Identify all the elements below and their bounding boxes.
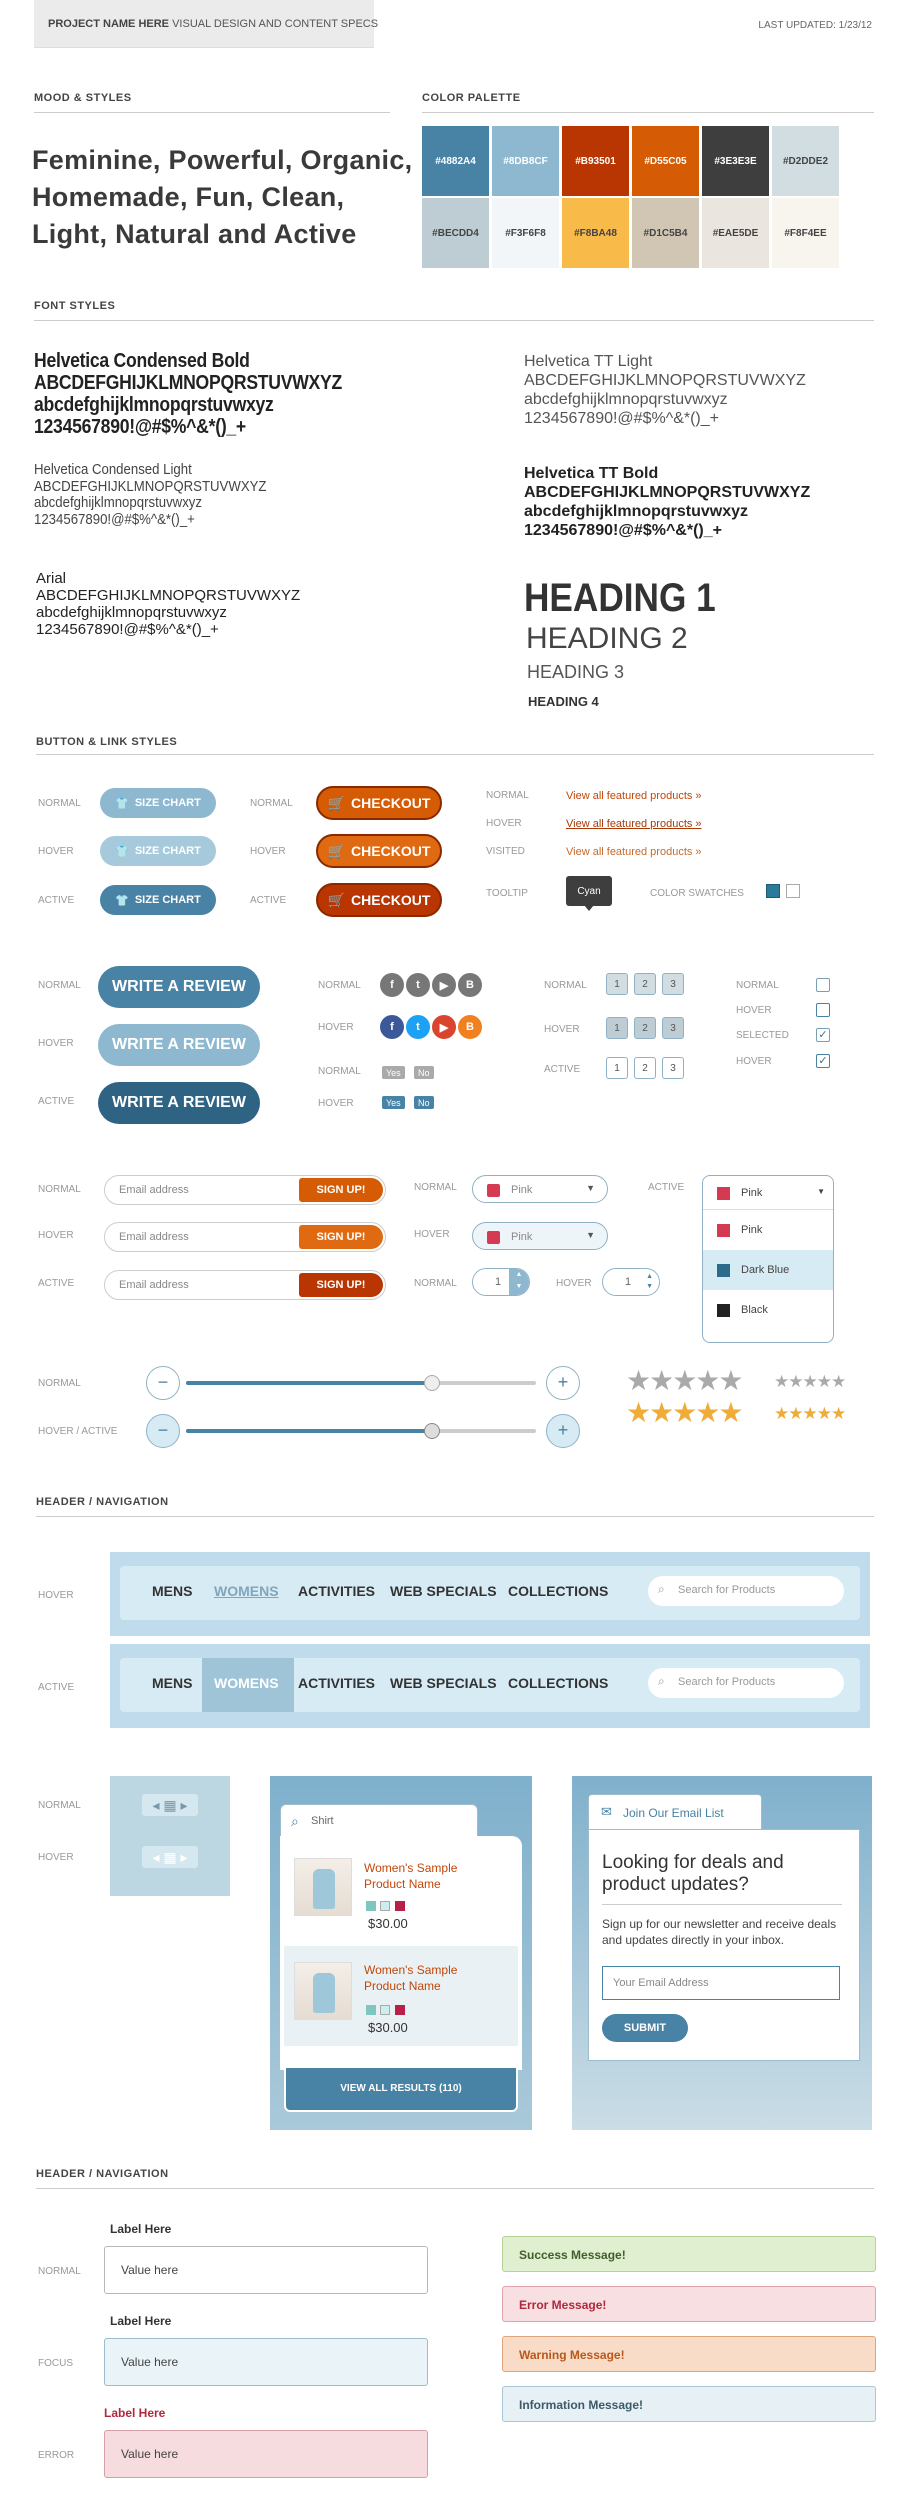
black-swatch — [717, 1304, 730, 1317]
state-label: ACTIVE — [38, 895, 75, 906]
size-chart-button[interactable] — [100, 788, 216, 818]
state-label: HOVER — [318, 1098, 354, 1109]
featured-products-link-visited[interactable]: View all featured products » — [566, 846, 702, 858]
shirt-icon: 👕 — [115, 894, 129, 907]
product-thumbnail — [294, 1962, 352, 2020]
dropdown-option-hover[interactable] — [703, 1250, 834, 1290]
font-name: Helvetica Condensed Light — [34, 461, 192, 478]
state-label: NORMAL — [38, 1800, 81, 1811]
pink-swatch — [717, 1187, 730, 1200]
dark-blue-swatch — [717, 1264, 730, 1277]
color-swatches-label: COLOR SWATCHES — [650, 888, 744, 899]
blogger-icon[interactable]: B — [458, 1015, 482, 1039]
error-message: Error Message! — [502, 2286, 876, 2322]
font-upper: ABCDEFGHIJKLMNOPQRSTUVWXYZ — [524, 372, 806, 389]
state-label: ACTIVE — [38, 1682, 75, 1693]
font-lower: abcdefghijklmnopqrstuvwxyz — [524, 503, 749, 520]
write-review-button-hover[interactable] — [98, 1024, 260, 1066]
state-label: HOVER — [736, 1005, 772, 1016]
text-field-error[interactable] — [104, 2430, 428, 2478]
state-label: ERROR — [38, 2450, 75, 2461]
state-label: NORMAL — [38, 1378, 81, 1389]
email-placeholder: Your Email Address — [613, 1977, 709, 1989]
font-lower: abcdefghijklmnopqrstuvwxyz — [34, 394, 274, 416]
color-swatch-selected[interactable] — [766, 884, 780, 898]
state-label: NORMAL — [38, 2266, 81, 2277]
font-nums: 1234567890!@#$%^&*()_+ — [36, 621, 219, 638]
divider — [36, 2188, 874, 2189]
blogger-icon[interactable]: B — [458, 973, 482, 997]
product-name[interactable]: Women's Sample Product Name — [364, 1861, 458, 1891]
font-nums: 1234567890!@#$%^&*()_+ — [34, 416, 246, 438]
state-label: NORMAL — [318, 980, 361, 991]
state-label: NORMAL — [414, 1278, 457, 1289]
nav-item-activities[interactable]: ACTIVITIES — [298, 1583, 376, 1599]
font-sample-tt-light — [524, 352, 806, 428]
palette-title: COLOR PALETTE — [422, 92, 521, 104]
search-icon: ⌕ — [291, 1813, 299, 1829]
checkbox-selected[interactable]: ✓ — [816, 1028, 830, 1042]
nav-bar-hover — [110, 1552, 870, 1636]
dropdown-selected[interactable] — [703, 1176, 834, 1210]
view-all-results-button[interactable]: VIEW ALL RESULTS (110) — [284, 2066, 518, 2112]
product-price: $30.00 — [368, 2020, 408, 2035]
success-message: Success Message! — [502, 2236, 876, 2272]
divider — [34, 112, 390, 113]
divider — [36, 754, 874, 755]
page-button[interactable]: 3 — [662, 973, 684, 995]
minus-icon[interactable]: − — [146, 1366, 180, 1400]
mood-line: Feminine, Powerful, Organic, — [32, 145, 413, 175]
state-label: HOVER — [414, 1229, 450, 1240]
plus-icon[interactable]: + — [546, 1366, 580, 1400]
email-placeholder: Email address — [119, 1231, 189, 1243]
heading-4: HEADING 4 — [528, 694, 599, 709]
project-subtitle: VISUAL DESIGN AND CONTENT SPECS — [172, 18, 379, 30]
product-swatches — [366, 1898, 405, 1916]
nav-item-womens[interactable]: WOMENS — [214, 1583, 279, 1599]
state-label: HOVER — [556, 1278, 592, 1289]
rating-stars-gold-small: ★★★★★ — [774, 1404, 846, 1423]
tank-top-image — [313, 1869, 335, 1909]
newsletter-heading: Looking for deals and product updates? — [602, 1852, 784, 1895]
featured-products-link[interactable]: View all featured products » — [566, 790, 702, 802]
featured-products-link-hover[interactable]: View all featured products » — [566, 818, 702, 830]
pink-swatch — [487, 1184, 500, 1197]
youtube-icon[interactable]: ▶ — [432, 1015, 456, 1039]
font-sample-arial — [36, 570, 300, 638]
chevron-down-icon: ▼ — [586, 1230, 595, 1240]
state-label: NORMAL — [544, 980, 587, 991]
color-swatch[interactable] — [786, 884, 800, 898]
state-label: HOVER — [318, 1022, 354, 1033]
stepper-value: 1 — [625, 1276, 632, 1288]
info-message: Information Message! — [502, 2386, 876, 2422]
font-name: Helvetica TT Light — [524, 353, 653, 370]
font-lower: abcdefghijklmnopqrstuvwxyz — [34, 494, 203, 511]
state-label: ACTIVE — [38, 1278, 75, 1289]
rating-stars-gray-small: ★★★★★ — [774, 1372, 846, 1391]
state-label: ACTIVE — [38, 1096, 75, 1107]
chevron-down-icon: ▼ — [817, 1187, 825, 1196]
twitter-icon[interactable]: t — [406, 973, 430, 997]
checkout-label: CHECKOUT — [351, 843, 431, 859]
stepper-arrows-icon[interactable]: ▲ ▼ — [509, 1269, 529, 1295]
search-input[interactable] — [648, 1576, 844, 1606]
heading-3: HEADING 3 — [527, 662, 625, 682]
slider-fill — [186, 1429, 431, 1433]
font-sample-tt-bold — [524, 464, 810, 540]
color-swatch: #D1C5B4 — [632, 198, 699, 268]
color-swatch: #BECDD4 — [422, 198, 489, 268]
font-name: Helvetica Condensed Bold — [34, 350, 250, 372]
rating-stars-gray-large[interactable]: ★★★★★ — [626, 1365, 742, 1396]
font-lower: abcdefghijklmnopqrstuvwxyz — [524, 391, 728, 408]
font-upper: ABCDEFGHIJKLMNOPQRSTUVWXYZ — [524, 484, 811, 501]
state-label: HOVER — [736, 1056, 772, 1067]
state-label: NORMAL — [318, 1066, 361, 1077]
nav-item-web-specials[interactable]: WEB SPECIALS — [390, 1675, 497, 1691]
state-label: NORMAL — [38, 1184, 81, 1195]
state-label: HOVER — [38, 1038, 74, 1049]
font-sample-cond-bold — [34, 350, 342, 438]
page-button-hover[interactable]: 3 — [662, 1017, 684, 1039]
state-label: NORMAL — [38, 798, 81, 809]
facebook-icon[interactable]: f — [380, 1015, 404, 1039]
pink-swatch — [717, 1224, 730, 1237]
write-review-button-active[interactable] — [98, 1082, 260, 1124]
page-button-active[interactable]: 2 — [634, 1057, 656, 1079]
search-placeholder: Search for Products — [678, 1584, 776, 1596]
no-toggle-hover[interactable]: No — [414, 1096, 434, 1109]
mood-text — [32, 142, 412, 253]
field-label-error: Label Here — [104, 2406, 166, 2420]
nav-item-web-specials[interactable]: WEB SPECIALS — [390, 1583, 497, 1599]
nav-item-womens[interactable]: WOMENS — [214, 1675, 279, 1691]
cart-icon: 🛒 — [327, 842, 346, 859]
option-label: Dark Blue — [741, 1264, 790, 1276]
write-review-button[interactable] — [98, 966, 260, 1008]
cart-icon: 🛒 — [327, 891, 346, 908]
facebook-icon[interactable]: f — [380, 973, 404, 997]
twitter-icon[interactable]: t — [406, 1015, 430, 1039]
font-name: Arial — [36, 570, 67, 587]
nav-bar-active — [110, 1644, 870, 1728]
newsletter-submit-button[interactable]: SUBMIT — [602, 2014, 688, 2042]
checkout-button-active[interactable] — [316, 883, 442, 917]
font-lower: abcdefghijklmnopqrstuvwxyz — [36, 604, 227, 621]
nav-item-mens[interactable]: MENS — [152, 1583, 193, 1599]
mood-title: MOOD & STYLES — [34, 92, 132, 104]
color-dropdown-open[interactable] — [702, 1175, 834, 1343]
state-label: NORMAL — [486, 790, 529, 801]
grid-view-icon-hover[interactable]: ◂ ▦ ▸ — [142, 1846, 198, 1868]
tooltip-arrow — [584, 905, 594, 911]
checkbox-selected-hover[interactable]: ✓ — [816, 1054, 830, 1068]
email-placeholder: Email address — [119, 1184, 189, 1196]
state-label: SELECTED — [736, 1030, 789, 1041]
write-review-label: WRITE A REVIEW — [112, 1036, 246, 1053]
product-swatches — [366, 2002, 405, 2020]
yes-toggle-hover[interactable]: Yes — [382, 1096, 405, 1109]
shirt-icon: 👕 — [115, 797, 129, 810]
tooltip-text: Cyan — [577, 885, 601, 897]
plus-icon[interactable]: + — [546, 1414, 580, 1448]
grid-view-icon[interactable]: ◂ ▦ ▸ — [142, 1794, 198, 1816]
forms-section-title: HEADER / NAVIGATION — [36, 2168, 169, 2180]
state-label: HOVER / ACTIVE — [38, 1426, 118, 1437]
select-value: Pink — [511, 1184, 533, 1196]
text-field-focus[interactable] — [104, 2338, 428, 2386]
font-upper: ABCDEFGHIJKLMNOPQRSTUVWXYZ — [36, 587, 301, 604]
newsletter-body: Sign up for our newsletter and receive deals and updates directly in your inbox. — [602, 1917, 837, 1947]
stepper-arrows-icon[interactable]: ▲ ▼ — [646, 1273, 653, 1290]
option-label: Pink — [741, 1224, 763, 1236]
page-button-hover[interactable]: 1 — [606, 1017, 628, 1039]
nav-item-collections[interactable]: COLLECTIONS — [508, 1583, 609, 1599]
search-placeholder: Search for Products — [678, 1676, 776, 1688]
page-button[interactable]: 2 — [634, 973, 656, 995]
email-signup-field[interactable] — [104, 1175, 386, 1205]
heading-2: HEADING 2 — [526, 622, 688, 655]
heading-1: HEADING 1 — [524, 576, 716, 620]
signup-button-active[interactable]: SIGN UP! — [299, 1273, 383, 1297]
size-chart-button-active[interactable] — [100, 885, 216, 915]
state-label: ACTIVE — [648, 1182, 685, 1193]
checkout-label: CHECKOUT — [351, 892, 431, 908]
search-input[interactable] — [648, 1668, 844, 1698]
minus-icon[interactable]: − — [146, 1414, 180, 1448]
field-value: Value here — [121, 2263, 179, 2277]
font-name: Helvetica TT Bold — [524, 465, 659, 482]
quantity-stepper[interactable] — [472, 1268, 530, 1296]
project-title — [48, 18, 378, 30]
product-price: $30.00 — [368, 1916, 408, 1931]
state-label: HOVER — [486, 818, 522, 829]
size-chart-button-hover[interactable] — [100, 836, 216, 866]
color-swatch: #EAE5DE — [702, 198, 769, 268]
checkbox-hover[interactable] — [816, 1003, 830, 1017]
color-swatch: #4882A4 — [422, 126, 489, 196]
field-value: Value here — [121, 2355, 179, 2369]
newsletter-email-input[interactable] — [602, 1966, 840, 2000]
field-label: Label Here — [110, 2314, 172, 2328]
divider — [602, 1904, 842, 1905]
youtube-icon[interactable]: ▶ — [432, 973, 456, 997]
page-button-active[interactable]: 3 — [662, 1057, 684, 1079]
tank-top-image — [313, 1973, 335, 2013]
state-label: TOOLTIP — [486, 888, 528, 899]
state-label: VISITED — [486, 846, 525, 857]
project-name: PROJECT NAME HERE — [48, 18, 170, 30]
size-chart-label: SIZE CHART — [134, 797, 201, 809]
state-label: HOVER — [38, 1590, 74, 1601]
no-toggle[interactable]: No — [414, 1066, 434, 1079]
state-label: NORMAL — [38, 980, 81, 991]
slider-fill — [186, 1381, 431, 1385]
email-signup-field-hover[interactable] — [104, 1222, 386, 1252]
page-button-hover[interactable]: 2 — [634, 1017, 656, 1039]
state-label: HOVER — [544, 1024, 580, 1035]
fonts-title: FONT STYLES — [34, 300, 116, 312]
font-nums: 1234567890!@#$%^&*()_+ — [524, 410, 719, 427]
slider-handle[interactable] — [424, 1423, 440, 1439]
state-label: ACTIVE — [544, 1064, 581, 1075]
pink-swatch — [487, 1231, 500, 1244]
state-label: HOVER — [38, 1230, 74, 1241]
select-value: Pink — [511, 1231, 533, 1243]
text-field[interactable] — [104, 2246, 428, 2294]
color-select[interactable] — [472, 1175, 608, 1203]
warning-message: Warning Message! — [502, 2336, 876, 2372]
color-swatch: #B93501 — [562, 126, 629, 196]
font-sample-cond-light — [34, 462, 266, 528]
newsletter-tab[interactable] — [588, 1794, 762, 1830]
divider — [422, 112, 874, 113]
shirt-icon: 👕 — [115, 845, 129, 858]
state-label: ACTIVE — [250, 895, 287, 906]
color-swatch: #F8F4EE — [772, 198, 839, 268]
dropdown-option[interactable] — [703, 1290, 834, 1330]
color-swatch: #D55C05 — [632, 126, 699, 196]
cart-icon: 🛒 — [327, 794, 346, 811]
field-label: Label Here — [110, 2222, 172, 2236]
option-label: Black — [741, 1304, 768, 1316]
state-label: FOCUS — [38, 2358, 73, 2369]
divider — [34, 320, 874, 321]
email-placeholder: Email address — [119, 1279, 189, 1291]
product-thumbnail — [294, 1858, 352, 1916]
envelope-icon: ✉ — [601, 1804, 612, 1819]
color-select-hover[interactable] — [472, 1222, 608, 1250]
checkout-button[interactable] — [316, 786, 442, 820]
nav-item-collections[interactable]: COLLECTIONS — [508, 1675, 609, 1691]
rating-stars-gold-large[interactable]: ★★★★★ — [626, 1397, 742, 1428]
font-nums: 1234567890!@#$%^&*()_+ — [524, 522, 722, 539]
search-tab[interactable] — [280, 1804, 478, 1838]
color-swatch: #F3F6F8 — [492, 198, 559, 268]
page-button[interactable]: 1 — [606, 973, 628, 995]
color-swatch: #F8BA48 — [562, 198, 629, 268]
field-value: Value here — [121, 2447, 179, 2461]
slider-track[interactable] — [186, 1381, 536, 1385]
divider — [36, 1516, 874, 1517]
dropdown-option[interactable] — [703, 1210, 834, 1250]
search-query: Shirt — [311, 1815, 334, 1827]
product-result[interactable] — [284, 1850, 518, 1940]
signup-button[interactable]: SIGN UP! — [299, 1178, 383, 1202]
search-icon: ⌕ — [658, 1582, 665, 1596]
font-upper: ABCDEFGHIJKLMNOPQRSTUVWXYZ — [34, 372, 342, 394]
state-label: NORMAL — [250, 798, 293, 809]
product-result-hover[interactable] — [284, 1946, 518, 2046]
nav-section-title: HEADER / NAVIGATION — [36, 1496, 169, 1508]
product-name[interactable]: Women's Sample Product Name — [364, 1963, 458, 1993]
font-upper: ABCDEFGHIJKLMNOPQRSTUVWXYZ — [34, 477, 267, 495]
buttons-title: BUTTON & LINK STYLES — [36, 736, 178, 748]
email-signup-field-active[interactable] — [104, 1270, 386, 1300]
size-chart-label: SIZE CHART — [134, 894, 201, 906]
slider-track-hover[interactable] — [186, 1429, 536, 1433]
write-review-label: WRITE A REVIEW — [112, 1094, 246, 1111]
last-updated: LAST UPDATED: 1/23/12 — [758, 20, 872, 31]
write-review-label: WRITE A REVIEW — [112, 978, 246, 995]
tooltip — [566, 876, 612, 906]
yes-toggle[interactable]: Yes — [382, 1066, 405, 1079]
state-label: NORMAL — [414, 1182, 457, 1193]
newsletter-tab-label: Join Our Email List — [623, 1806, 724, 1820]
page-button-active[interactable]: 1 — [606, 1057, 628, 1079]
color-swatch: #3E3E3E — [702, 126, 769, 196]
font-nums: 1234567890!@#$%^&*()_+ — [34, 510, 195, 528]
size-chart-label: SIZE CHART — [134, 845, 201, 857]
checkout-button-hover[interactable] — [316, 834, 442, 868]
search-icon: ⌕ — [658, 1674, 665, 1688]
state-label: HOVER — [38, 1852, 74, 1863]
state-label: HOVER — [250, 846, 286, 857]
nav-item-mens[interactable]: MENS — [152, 1675, 193, 1691]
state-label: HOVER — [38, 846, 74, 857]
color-swatch: #D2DDE2 — [772, 126, 839, 196]
option-label: Pink — [741, 1187, 763, 1199]
checkbox[interactable] — [816, 978, 830, 992]
stepper-value: 1 — [495, 1276, 502, 1288]
signup-button-hover[interactable]: SIGN UP! — [299, 1225, 383, 1249]
quantity-stepper-hover[interactable] — [602, 1268, 660, 1296]
nav-item-activities[interactable]: ACTIVITIES — [298, 1675, 376, 1691]
mood-line: Light, Natural and Active — [32, 219, 357, 249]
color-swatch: #8DB8CF — [492, 126, 559, 196]
state-label: NORMAL — [736, 980, 779, 991]
checkout-label: CHECKOUT — [351, 795, 431, 811]
chevron-down-icon: ▼ — [586, 1183, 595, 1193]
slider-handle[interactable] — [424, 1375, 440, 1391]
mood-line: Homemade, Fun, Clean, — [32, 182, 345, 212]
